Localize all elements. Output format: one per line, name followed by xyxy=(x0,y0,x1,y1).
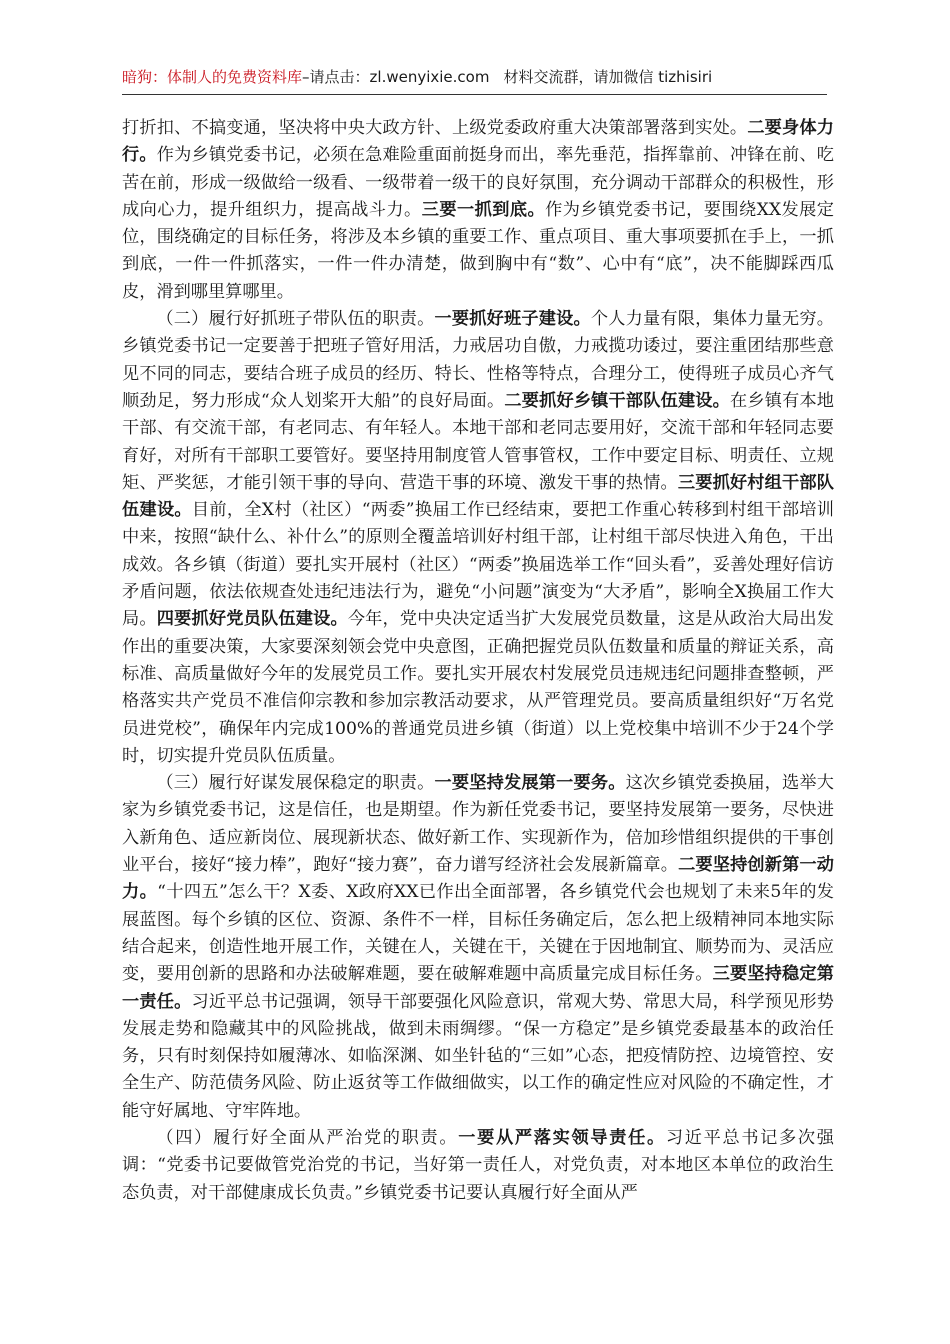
text-run: 个人力量有限，集体力量无穷。乡镇党委书记一定要善于把班子管好用活，力戒居功自傲，力戒揽功诿过，要注重团结那些意见不同的同志，要结合班子成员的经历、特长、性格等特点，合理分工，使得班子成员心齐气顺劲足，努力形成“众人划桨开大船”的良好局面。 xyxy=(122,309,834,411)
header-wechat-note: 材料交流群，请加微信 tizhisiri xyxy=(503,68,713,86)
text-run: 作为乡镇党委书记，必须在急难险重面前挺身而出，率先垂范，指挥靠前、冲锋在前、吃苦在前，形成一级做给一级看、一级带着一级干的良好氛围，充分调动干部群众的积极性，形成向心力，提升组织力，提高战斗力。 xyxy=(122,145,834,220)
bold-heading-run: 三要抓好村组干部队伍建设。 xyxy=(122,472,834,521)
bold-heading-run: 一要抓好班子建设。 xyxy=(434,309,591,330)
paragraph xyxy=(122,115,834,306)
bold-heading-run: 一要坚持发展第一要务。 xyxy=(434,773,626,794)
bold-heading-run: 二要身体力行。 xyxy=(122,118,834,166)
bold-heading-run: 三要一抓到底。 xyxy=(421,199,546,220)
text-run: （二）履行好抓班子带队伍的职责。 xyxy=(156,309,435,330)
header-divider xyxy=(122,94,827,95)
text-run: 今年，党中央决定适当扩大发展党员数量，这是从政治大局出发作出的重要决策，大家要深刻领会党中央意图，正确把握党员队伍数量和质量的辩证关系，高标准、高质量做好今年的发展党员工作。要扎实开展农村发展党员违规违纪问题排查整顿，严格落实共产党员不准信仰宗教和参加宗教活动要求，从严管理党员。要高质量组织好“万名党员进党校”，确保年内完成100%的普通党员进乡镇（街道）以上党校集中培训不少于24个学时，切实提升党员队伍质量。 xyxy=(122,609,834,766)
header-brand: 暗狗：体制人的免费资料库 xyxy=(122,68,303,86)
paragraph xyxy=(122,1125,834,1207)
page-header xyxy=(122,66,827,88)
text-run: 习近平总书记多次强调：“党委书记要做管党治党的书记，当好第一责任人，对党负责，对本地区本单位的政治生态负责，对干部健康成长负责。”乡镇党委书记要认真履行好全面从严 xyxy=(122,1127,834,1203)
paragraph xyxy=(122,770,834,1125)
text-run: 目前，全X村（社区）“两委”换届工作已经结束，要把工作重心转移到村组干部培训中来，按照“缺什么、补什么”的原则全覆盖培训好村组干部，让村组干部尽快进入角色，干出成效。各乡镇（街道）要扎实开展村（社区）“两委”换届选举工作“回头看”，妥善处理好信访矛盾问题，依法依规查处违纪违法行为，避免“小问题”演变为“大矛盾”，影响全X换届工作大局。 xyxy=(122,500,834,630)
paragraph xyxy=(122,306,834,770)
text-run: （三）履行好谋发展保稳定的职责。 xyxy=(156,773,435,794)
text-run: 在乡镇有本地干部、有交流干部，有老同志、有年轻人。本地干部和老同志要用好，交流干部和年轻同志要育好，对所有干部职工要管好。要坚持用制度管人管事管权，工作中要定目标、明责任、立规矩、严奖惩，才能引领干事的导向、营造干事的环境、激发干事的热情。 xyxy=(122,390,834,493)
document-body xyxy=(122,115,834,1207)
text-run: 作为乡镇党委书记，要围绕XX发展定位，围绕确定的目标任务，将涉及本乡镇的重要工作、重点项目、重大事项要抓在手上，一抓到底，一件一件抓落实，一件一件办清楚，做到胸中有“数”、心中有“底”，决不能脚踩西瓜皮，滑到哪里算哪里。 xyxy=(122,199,834,302)
text-run: 这次乡镇党委换届，选举大家为乡镇党委书记，这是信任，也是期望。作为新任党委书记，要坚持发展第一要务，尽快进入新角色、适应新岗位、展现新状态、做好新工作、实现新作为，倍加珍惜组织提供的干事创业平台，接好“接力棒”，跑好“接力赛”，奋力谱写经济社会发展新篇章。 xyxy=(122,773,834,876)
bold-heading-run: 二要抓好乡镇干部队伍建设。 xyxy=(504,390,731,411)
text-run: （四）履行好全面从严治党的职责。 xyxy=(156,1127,459,1148)
bold-heading-run: 一要从严落实领导责任。 xyxy=(458,1127,666,1148)
text-run: 习近平总书记强调，领导干部要强化风险意识，常观大势、常思大局，科学预见形势发展走势和隐藏其中的风险挑战，做到未雨绸缪。“保一方稳定”是乡镇党委最基本的政治任务，只有时刻保持如履薄冰、如临深渊、如坐针毡的“三如”心态，把疫情防控、边境管控、安全生产、防范债务风险、防止返贫等工作做细做实，以工作的确定性应对风险的不确定性，才能守好属地、守牢阵地。 xyxy=(122,991,834,1121)
text-run: 打折扣、不搞变通，坚决将中央大政方针、上级党委政府重大决策部署落到实处。 xyxy=(122,118,748,138)
text-run: “十四五”怎么干？X委、X政府XX已作出全面部署，各乡镇党代会也规划了未来5年的发展蓝图。每个乡镇的区位、资源、条件不一样，目标任务确定后，怎么把上级精神同本地实际结合起来，创造性地开展工作，关键在人，关键在干，关键在于因地制宜、顺势而为、灵活应变，要用创新的思路和办法破解难题，要在破解难题中高质量完成目标任务。 xyxy=(122,882,834,985)
bold-heading-run: 三要坚持稳定第一责任。 xyxy=(122,964,834,1012)
header-link-prefix: –请点击： xyxy=(302,68,370,86)
bold-heading-run: 四要抓好党员队伍建设。 xyxy=(156,609,348,630)
bold-heading-run: 二要坚持创新第一动力。 xyxy=(122,855,834,903)
header-url-link[interactable]: zl.wenyixie.com xyxy=(369,68,490,86)
